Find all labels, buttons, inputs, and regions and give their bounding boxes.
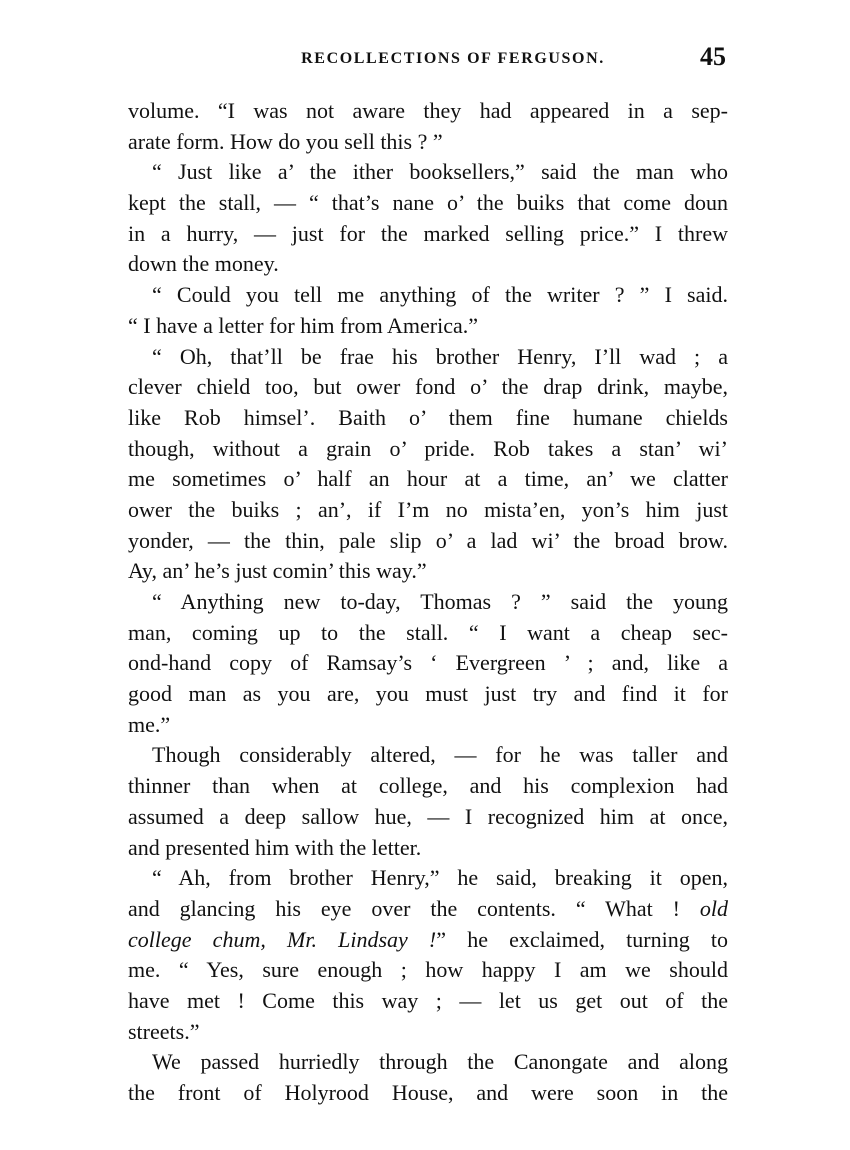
text-line xyxy=(128,434,728,465)
text-line xyxy=(128,219,728,250)
text-line xyxy=(128,127,728,158)
line-text: me. “ Yes, sure enough ; how happy I am we should xyxy=(128,957,728,983)
line-text: ” he exclaimed, turning to xyxy=(436,926,728,952)
line-text: me.” xyxy=(128,711,171,737)
text-line xyxy=(128,1078,728,1109)
text-line xyxy=(128,740,728,771)
line-text: “ Oh, that’ll be frae his brother Henry, I’ll wad ; a xyxy=(152,343,728,369)
text-line xyxy=(128,464,728,495)
line-text: ond-hand copy of Ramsay’s ‘ Evergreen ’ ; and, like a xyxy=(128,650,728,676)
text-line xyxy=(128,771,728,802)
line-text: in a hurry, — just for the marked selling price.” I threw xyxy=(128,220,728,246)
text-line xyxy=(128,1017,728,1048)
line-text: arate form. How do you sell this ? ” xyxy=(128,128,443,154)
line-text: clever chield too, but ower fond o’ the drap drink, maybe, xyxy=(128,374,728,400)
text-line xyxy=(128,679,728,710)
line-text: We passed hurriedly through the Canongate and along xyxy=(152,1049,728,1075)
line-text: assumed a deep sallow hue, — I recognized him at once, xyxy=(128,803,728,829)
line-text: Ay, an’ he’s just comin’ this way.” xyxy=(128,558,427,584)
line-text: “ I have a letter for him from America.” xyxy=(128,312,479,338)
text-line xyxy=(128,157,728,188)
line-text: kept the stall, — “ that’s nane o’ the buiks that come doun xyxy=(128,190,728,216)
text-line xyxy=(128,648,728,679)
text-line xyxy=(128,618,728,649)
text-line xyxy=(128,526,728,557)
line-text: volume. “I was not aware they had appeared in a sep- xyxy=(128,98,728,123)
line-text: “ Could you tell me anything of the writer ? ” I said. xyxy=(152,282,728,308)
text-line xyxy=(128,863,728,894)
line-text: down the money. xyxy=(128,251,279,277)
text-line xyxy=(128,894,728,925)
line-text: have met ! Come this way ; — let us get out of the xyxy=(128,987,728,1013)
line-text: though, without a grain o’ pride. Rob takes a stan’ wi’ xyxy=(128,435,728,461)
line-text: “ Just like a’ the ither booksellers,” said the man who xyxy=(152,159,728,185)
line-text: “ Ah, from brother Henry,” he said, breaking it open, xyxy=(152,865,728,891)
line-text: thinner than when at college, and his complexion had xyxy=(128,773,728,799)
line-text: like Rob himsel’. Baith o’ them fine humane chields xyxy=(128,404,728,430)
text-line xyxy=(128,372,728,403)
line-text: “ Anything new to-day, Thomas ? ” said the young xyxy=(152,589,728,614)
text-line xyxy=(128,342,728,373)
line-text: yonder, — the thin, pale slip o’ a lad wi’ the broad brow. xyxy=(128,527,728,553)
text-line xyxy=(128,710,728,741)
line-text: me sometimes o’ half an hour at a time, an’ we clatter xyxy=(128,466,728,492)
text-line xyxy=(128,495,728,526)
running-title: RECOLLECTIONS OF FERGUSON. xyxy=(301,50,605,67)
running-head xyxy=(128,42,728,78)
text-line xyxy=(128,556,728,587)
text-line xyxy=(128,403,728,434)
text-line xyxy=(128,587,728,618)
line-text: and glancing his eye over the contents. “ What ! xyxy=(128,895,680,921)
page-number: 45 xyxy=(700,42,726,71)
line-text: Though considerably altered, — for he was taller and xyxy=(152,742,728,768)
line-text: streets.” xyxy=(128,1018,200,1044)
text-line xyxy=(128,986,728,1017)
text-line xyxy=(128,925,728,956)
text-line xyxy=(128,955,728,986)
body-text xyxy=(128,96,728,1109)
text-line xyxy=(128,311,728,342)
line-text: the front of Holyrood House, and were soon in the xyxy=(128,1080,728,1105)
text-line xyxy=(128,833,728,864)
line-text: ower the buiks ; an’, if I’m no mista’en, yon’s him just xyxy=(128,496,728,522)
text-line xyxy=(128,188,728,219)
text-line xyxy=(128,96,728,127)
line-text: and presented him with the letter. xyxy=(128,834,422,860)
text-line xyxy=(128,1047,728,1078)
italic-phrase: college chum, Mr. Lindsay ! xyxy=(128,926,437,952)
text-line xyxy=(128,280,728,311)
italic-phrase: old xyxy=(699,895,728,921)
line-text: good man as you are, you must just try and find it for xyxy=(128,681,728,707)
line-text: man, coming up to the stall. “ I want a cheap sec- xyxy=(128,619,728,645)
text-line xyxy=(128,249,728,280)
text-line xyxy=(128,802,728,833)
